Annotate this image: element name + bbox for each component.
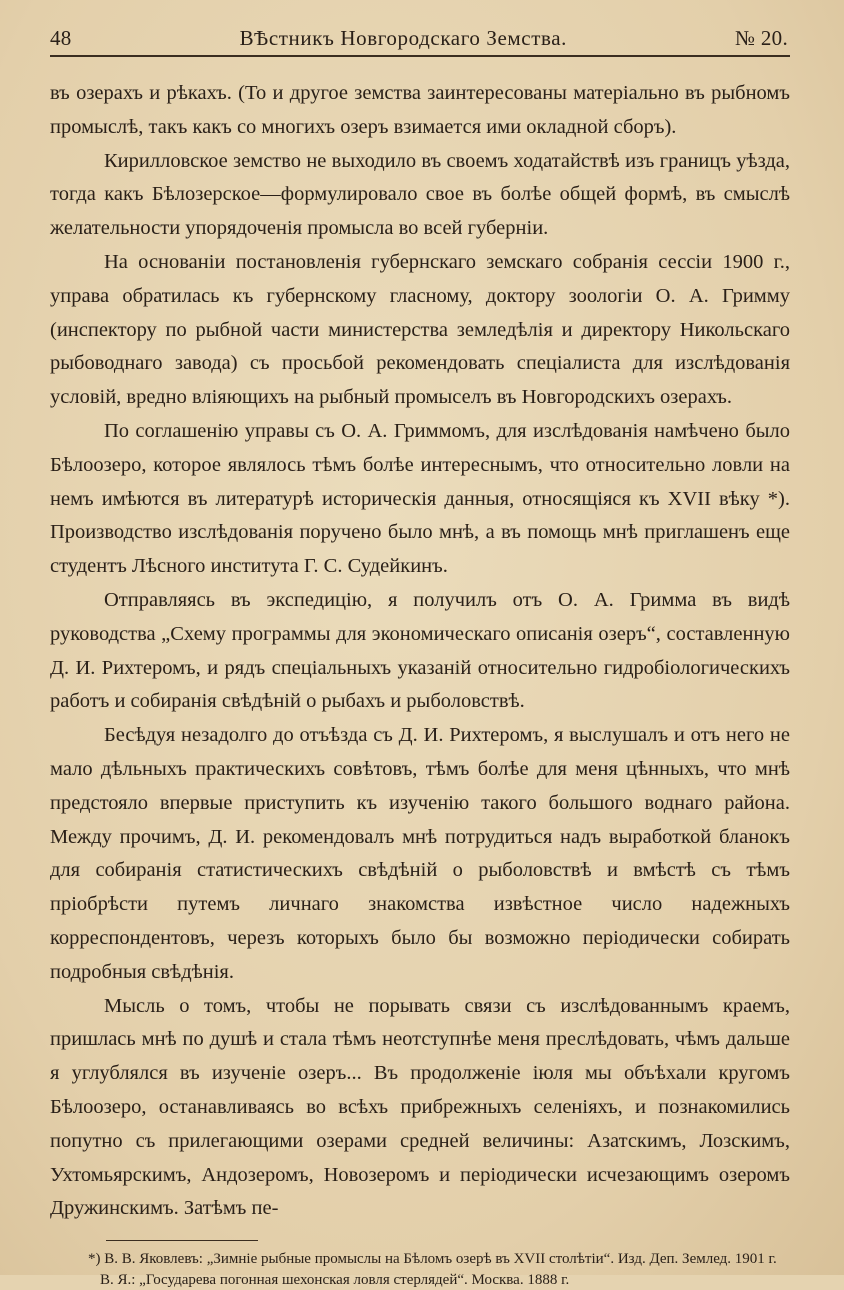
footnotes xyxy=(50,1249,790,1290)
paragraph: Бесѣдуя незадолго до отъѣзда съ Д. И. Рихтеромъ, я выслушалъ и отъ него не мало дѣльныхъ практическихъ совѣтовъ, тѣмъ болѣе для меня цѣнныхъ, что мнѣ предстояло впервые приступить къ изученію такого большого воднаго района. Между прочимъ, Д. И. рекомендовалъ мнѣ потрудиться надъ выработкой бланокъ для собиранія статистическихъ свѣдѣній о рыболовствѣ и вмѣстѣ съ тѣмъ пріобрѣсти путемъ личнаго знакомства извѣстное число надежныхъ корреспондентовъ, черезъ которыхъ было бы возможно періодически собирать подробныя свѣдѣнія. xyxy=(50,724,790,983)
journal-title: ВѢстникъ Новгородскаго Земства. xyxy=(239,26,567,50)
page-header xyxy=(50,26,790,57)
paragraph: По соглашенію управы съ О. А. Гриммомъ, для изслѣдованія намѣчено было Бѣлоозеро, которое являлось тѣмъ болѣе интереснымъ, что относительно ловли на немъ имѣются въ литературѣ историческія данныя, относящіяся къ XVII вѣку *). Производство изслѣдованія поручено было мнѣ, а въ помощь мнѣ приглашенъ еще студентъ Лѣсного института Г. С. Судейкинъ. xyxy=(50,419,790,578)
body-text xyxy=(50,77,790,1226)
page-number: 48 xyxy=(50,26,72,50)
footnote-divider xyxy=(106,1240,258,1241)
issue-number: № 20. xyxy=(734,26,788,50)
paragraph: На основаніи постановленія губернскаго земскаго собранія сессіи 1900 г., управа обратилась къ губернскому гласному, доктору зоологіи О. А. Гримму (инспектору по рыбной части министерства земледѣлія и директору Никольскаго рыбоводнаго завода) съ просьбой рекомендовать спеціалиста для изслѣдованія условій, вредно вліяющихъ на рыбный промыселъ въ Новгородскихъ озерахъ. xyxy=(50,250,790,409)
paragraph: Отправляясь въ экспедицію, я получилъ отъ О. А. Гримма въ видѣ руководства „Схему программы для экономическаго описанія озеръ“, составленную Д. И. Рихтеромъ, и рядъ спеціальныхъ указаній относительно гидробіологическихъ работъ и собиранія свѣдѣній о рыбахъ и рыболовствѣ. xyxy=(50,588,790,713)
paragraph: Кирилловское земство не выходило въ своемъ ходатайствѣ изъ границъ уѣзда, тогда какъ Бѣлозерское—формулировало свое въ болѣе общей формѣ, въ смыслѣ желательности упорядоченія промысла во всей губерніи. xyxy=(50,149,790,240)
paragraph: Мысль о томъ, чтобы не порывать связи съ изслѣдованнымъ краемъ, пришлась мнѣ по душѣ и стала тѣмъ неотступнѣе меня преслѣдовать, чѣмъ дальше я углублялся въ изученіе озеръ... Въ продолженіе іюля мы объѣхали кругомъ Бѣлоозеро, останавливаясь во всѣхъ прибрежныхъ селеніяхъ, и познакомились попутно съ прилегающими озерами средней величины: Азатскимъ, Лозскимъ, Ухтомьярскимъ, Андозеромъ, Новозеромъ и періодически исчезающимъ озеромъ Дружинскимъ. Затѣмъ пе- xyxy=(50,994,790,1220)
paragraph: въ озерахъ и рѣкахъ. (То и другое земства заинтересованы матеріально въ рыбномъ промыслѣ, такъ какъ со многихъ озеръ взимается ими окладной сборъ). xyxy=(50,82,790,138)
footnote: В. Я.: „Государева погонная шехонская ловля стерлядей“. Москва. 1888 г. xyxy=(100,1271,570,1288)
footnote: *) В. В. Яковлевъ: „Зимніе рыбные промыслы на Бѣломъ озерѣ въ XVII столѣтіи“. Изд. Деп. Землед. 1901 г. xyxy=(88,1251,777,1268)
